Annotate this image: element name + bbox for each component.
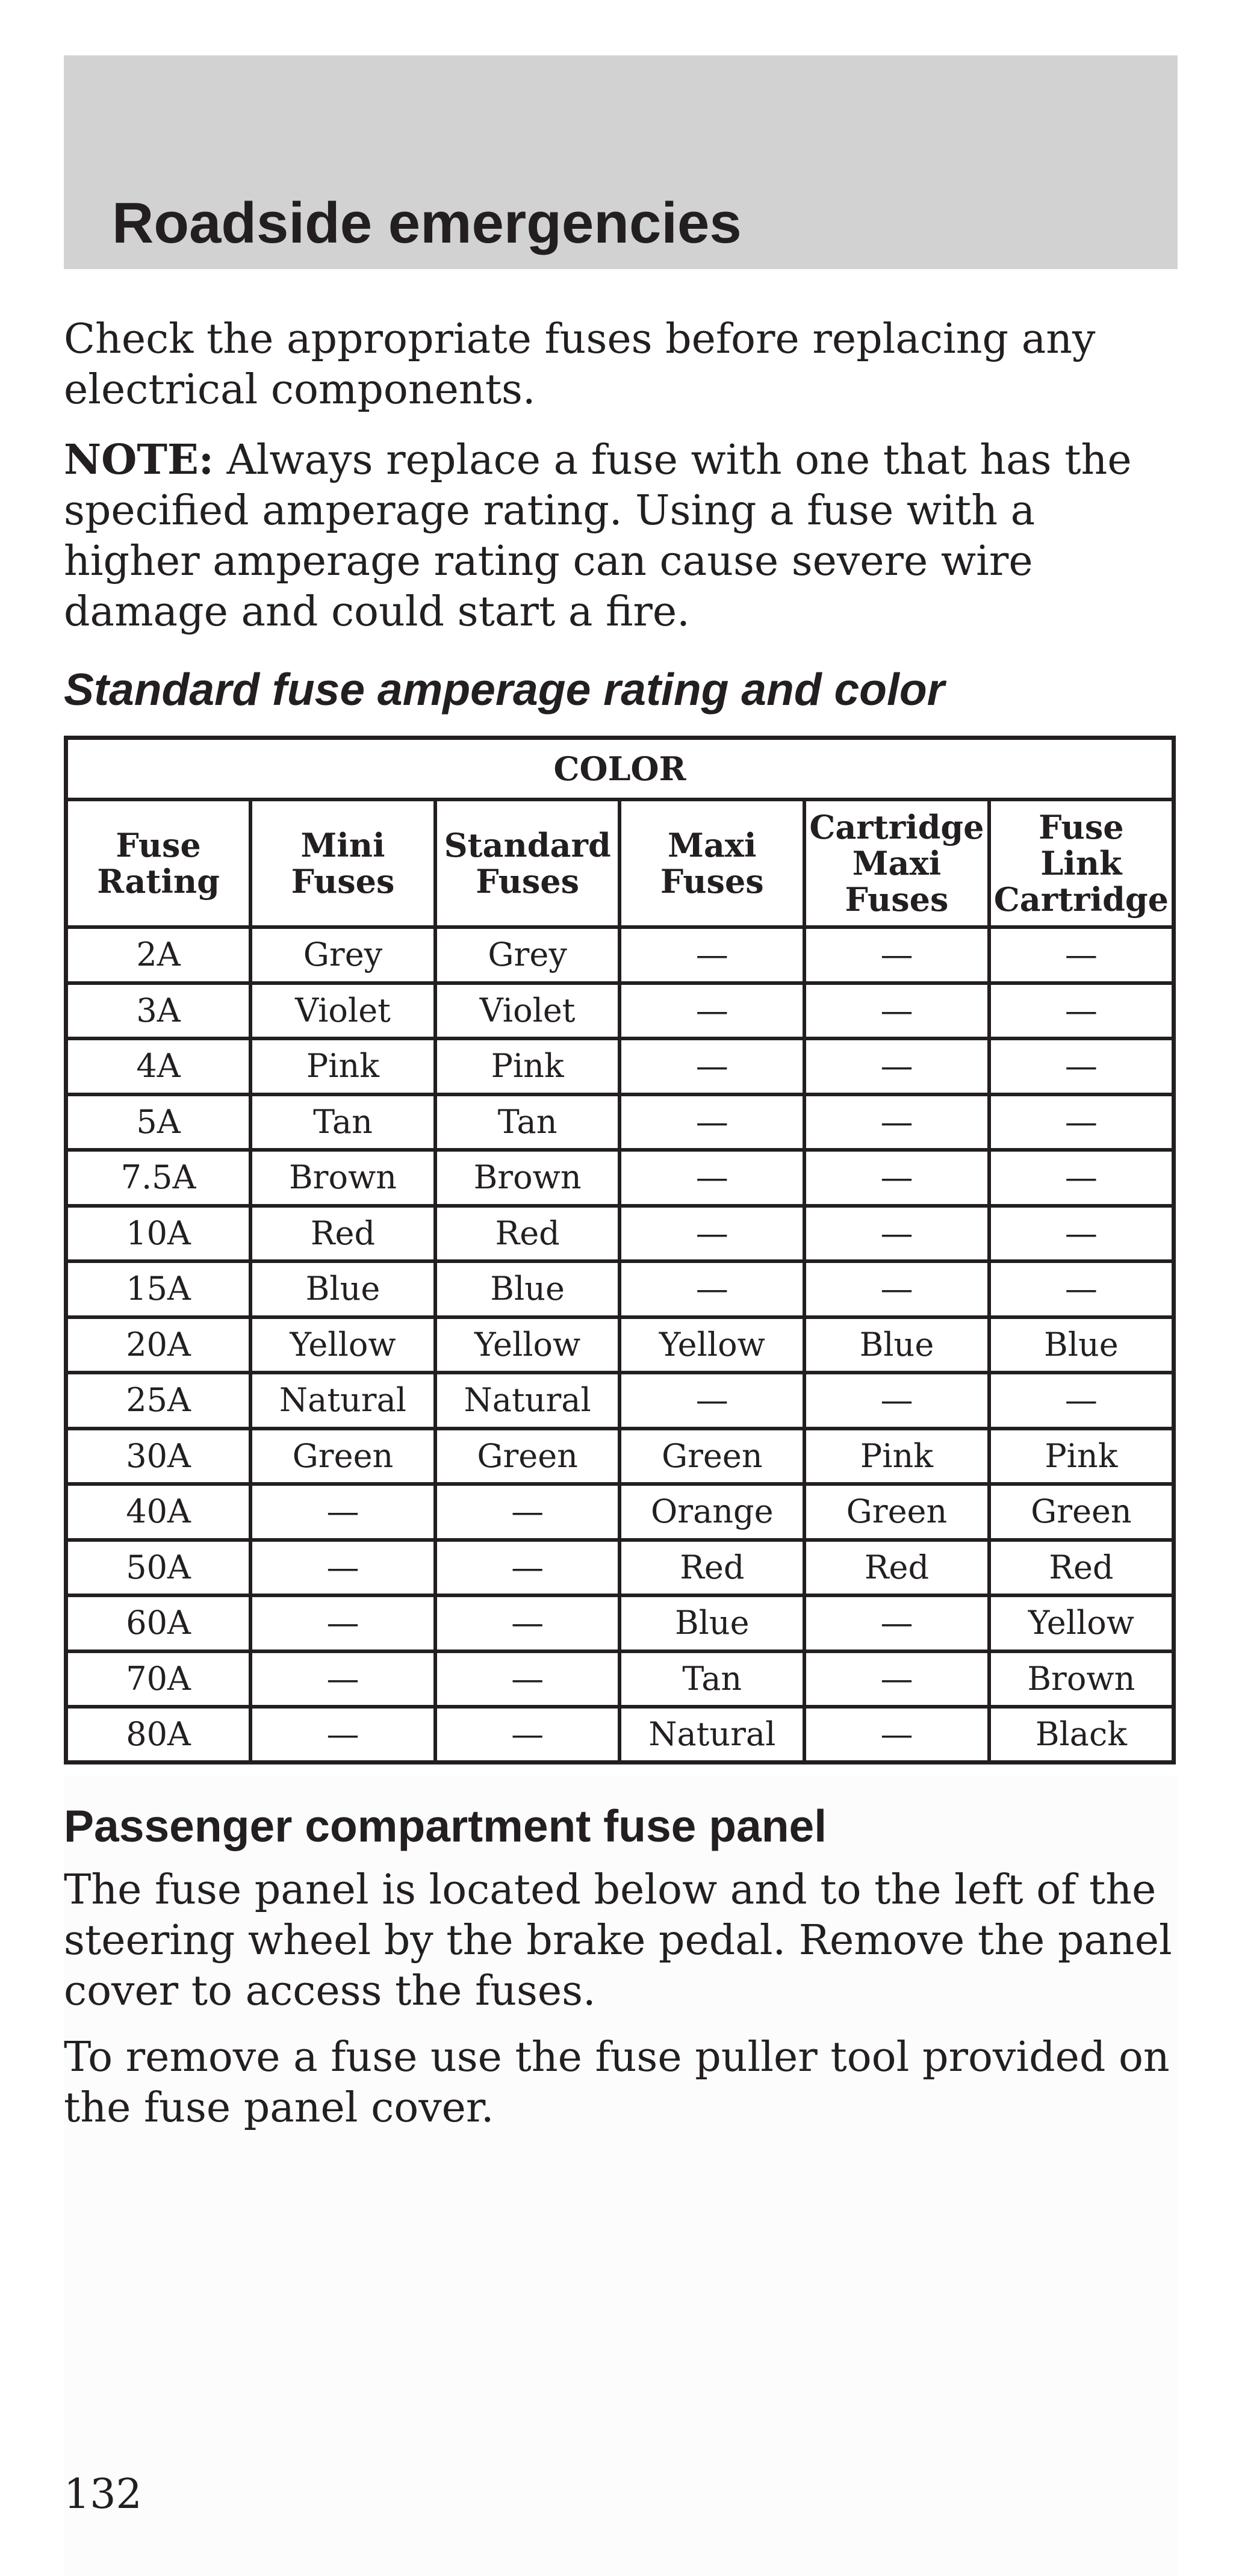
table-row (66, 1150, 1174, 1206)
table-cell-mini-fuses: Violet (250, 983, 435, 1039)
column-header-line: Cartridge (809, 808, 984, 846)
table-cell-fuse-link-cartridge: — (989, 1150, 1174, 1206)
table-cell-mini-fuses: — (250, 1651, 435, 1707)
table-cell-maxi-fuses: — (620, 1206, 804, 1262)
table-cell-standard-fuses: Pink (435, 1038, 620, 1094)
table-cell-fuse-link-cartridge: Pink (989, 1429, 1174, 1485)
column-header-line: Maxi (852, 844, 942, 883)
table-cell-fuse-link-cartridge: — (989, 1094, 1174, 1150)
table-cell-maxi-fuses: Natural (620, 1707, 804, 1763)
column-header-line: Fuse (1039, 808, 1124, 846)
column-header-fuse-rating (66, 799, 251, 927)
table-cell-fuse-link-cartridge: Red (989, 1540, 1174, 1596)
table-cell-maxi-fuses: — (620, 927, 804, 983)
table-cell-standard-fuses: — (435, 1484, 620, 1540)
table-row (66, 1261, 1174, 1317)
table-cell-fuse-link-cartridge: Brown (989, 1651, 1174, 1707)
table-cell-fuse-rating: 3A (66, 983, 251, 1039)
table-cell-fuse-rating: 20A (66, 1317, 251, 1373)
table-row (66, 1707, 1174, 1763)
table-cell-standard-fuses: Brown (435, 1150, 620, 1206)
table-cell-cartridge-maxi-fuses: Blue (804, 1317, 989, 1373)
table-cell-mini-fuses: Pink (250, 1038, 435, 1094)
column-header-line: Maxi (668, 826, 757, 864)
table-row (66, 927, 1174, 983)
table-cell-fuse-link-cartridge: — (989, 983, 1174, 1039)
table-cell-fuse-rating: 80A (66, 1707, 251, 1763)
table-cell-maxi-fuses: — (620, 1150, 804, 1206)
note-label: NOTE: (64, 436, 214, 484)
table-cell-cartridge-maxi-fuses: — (804, 1261, 989, 1317)
table-row (66, 1094, 1174, 1150)
table-cell-cartridge-maxi-fuses: Red (804, 1540, 989, 1596)
table-cell-maxi-fuses: — (620, 1261, 804, 1317)
table-cell-maxi-fuses: — (620, 983, 804, 1039)
table-row (66, 1317, 1174, 1373)
table-cell-cartridge-maxi-fuses: — (804, 983, 989, 1039)
column-header-mini-fuses (250, 799, 435, 927)
column-header-line: Fuses (845, 880, 949, 919)
passenger-panel-heading: Passenger compartment fuse panel (64, 1801, 827, 1851)
table-cell-standard-fuses: — (435, 1707, 620, 1763)
table-cell-maxi-fuses: Red (620, 1540, 804, 1596)
table-cell-cartridge-maxi-fuses: — (804, 1206, 989, 1262)
column-header-standard-fuses (435, 799, 620, 927)
color-group-header: COLOR (66, 738, 1174, 800)
table-cell-standard-fuses: Blue (435, 1261, 620, 1317)
column-header-line: Mini (300, 826, 385, 864)
table-cell-cartridge-maxi-fuses: — (804, 1094, 989, 1150)
table-cell-fuse-link-cartridge: — (989, 1261, 1174, 1317)
passenger-panel-paragraph-1: The fuse panel is located below and to the left of the steering wheel by the brake pedal. Remove the panel cover to access the fuses. (64, 1866, 1172, 2015)
table-cell-maxi-fuses: Yellow (620, 1317, 804, 1373)
table-cell-cartridge-maxi-fuses: — (804, 927, 989, 983)
column-header-line: Standard (444, 826, 611, 864)
table-cell-fuse-link-cartridge: — (989, 1373, 1174, 1429)
column-header-maxi-fuses (620, 799, 804, 927)
table-row (66, 1484, 1174, 1540)
column-header-line: Fuses (291, 862, 395, 901)
table-cell-standard-fuses: Yellow (435, 1317, 620, 1373)
table-cell-maxi-fuses: — (620, 1094, 804, 1150)
table-cell-maxi-fuses: — (620, 1038, 804, 1094)
page-title: Roadside emergencies (112, 191, 742, 255)
table-cell-cartridge-maxi-fuses: — (804, 1651, 989, 1707)
table-row (66, 1595, 1174, 1651)
column-header-cartridge-maxi-fuses (804, 799, 989, 927)
table-cell-cartridge-maxi-fuses: — (804, 1150, 989, 1206)
table-cell-standard-fuses: Natural (435, 1373, 620, 1429)
table-cell-fuse-rating: 2A (66, 927, 251, 983)
table-cell-mini-fuses: Natural (250, 1373, 435, 1429)
table-row (66, 1038, 1174, 1094)
table-cell-fuse-rating: 70A (66, 1651, 251, 1707)
table-cell-mini-fuses: Grey (250, 927, 435, 983)
table-cell-fuse-link-cartridge: Green (989, 1484, 1174, 1540)
table-cell-fuse-link-cartridge: Yellow (989, 1595, 1174, 1651)
table-row (66, 1540, 1174, 1596)
table-cell-mini-fuses: — (250, 1484, 435, 1540)
column-header-line: Fuses (660, 862, 764, 901)
table-cell-standard-fuses: Green (435, 1429, 620, 1485)
fuse-table-heading: Standard fuse amperage rating and color (64, 664, 945, 715)
table-cell-fuse-rating: 5A (66, 1094, 251, 1150)
table-cell-fuse-link-cartridge: — (989, 927, 1174, 983)
table-cell-standard-fuses: Red (435, 1206, 620, 1262)
note-text: Always replace a fuse with one that has the specified amperage rating. Using a fuse with a higher amperage rating can cause severe wire damage and could start a fire. (64, 436, 1132, 636)
table-cell-maxi-fuses: Orange (620, 1484, 804, 1540)
table-cell-maxi-fuses: Green (620, 1429, 804, 1485)
table-cell-standard-fuses: Tan (435, 1094, 620, 1150)
table-cell-fuse-link-cartridge: — (989, 1206, 1174, 1262)
table-cell-fuse-rating: 60A (66, 1595, 251, 1651)
table-cell-fuse-link-cartridge: Black (989, 1707, 1174, 1763)
table-cell-standard-fuses: — (435, 1540, 620, 1596)
table-cell-standard-fuses: — (435, 1651, 620, 1707)
table-cell-mini-fuses: — (250, 1707, 435, 1763)
table-cell-fuse-link-cartridge: — (989, 1038, 1174, 1094)
table-cell-fuse-rating: 7.5A (66, 1150, 251, 1206)
page-number: 132 (64, 2471, 142, 2518)
table-cell-fuse-link-cartridge: Blue (989, 1317, 1174, 1373)
table-body (66, 927, 1174, 1763)
table-cell-fuse-rating: 30A (66, 1429, 251, 1485)
note-paragraph (64, 435, 1184, 638)
column-header-line: Cartridge (993, 880, 1169, 919)
table-column-header-row (66, 799, 1174, 927)
table-cell-cartridge-maxi-fuses: Green (804, 1484, 989, 1540)
table-cell-fuse-rating: 15A (66, 1261, 251, 1317)
column-header-line: Fuses (476, 862, 580, 901)
table-cell-cartridge-maxi-fuses: — (804, 1038, 989, 1094)
fuse-color-table (64, 736, 1176, 1764)
table-cell-standard-fuses: Grey (435, 927, 620, 983)
table-cell-mini-fuses: Yellow (250, 1317, 435, 1373)
table-cell-mini-fuses: Green (250, 1429, 435, 1485)
table-cell-fuse-rating: 25A (66, 1373, 251, 1429)
table-cell-cartridge-maxi-fuses: Pink (804, 1429, 989, 1485)
table-cell-cartridge-maxi-fuses: — (804, 1707, 989, 1763)
section-header-band (64, 55, 1178, 269)
table-cell-mini-fuses: Blue (250, 1261, 435, 1317)
table-cell-standard-fuses: Violet (435, 983, 620, 1039)
table-cell-cartridge-maxi-fuses: — (804, 1373, 989, 1429)
table-cell-maxi-fuses: Tan (620, 1651, 804, 1707)
table-cell-fuse-rating: 4A (66, 1038, 251, 1094)
table-cell-mini-fuses: Brown (250, 1150, 435, 1206)
table-row (66, 1651, 1174, 1707)
table-row (66, 1429, 1174, 1485)
table-cell-mini-fuses: — (250, 1595, 435, 1651)
table-cell-maxi-fuses: Blue (620, 1595, 804, 1651)
table-cell-mini-fuses: — (250, 1540, 435, 1596)
table-row (66, 1206, 1174, 1262)
table-cell-standard-fuses: — (435, 1595, 620, 1651)
column-header-line: Rating (97, 862, 220, 901)
table-cell-fuse-rating: 40A (66, 1484, 251, 1540)
table-row (66, 983, 1174, 1039)
table-cell-maxi-fuses: — (620, 1373, 804, 1429)
table-cell-mini-fuses: Tan (250, 1094, 435, 1150)
column-header-line: Fuse (116, 826, 201, 864)
table-cell-fuse-rating: 50A (66, 1540, 251, 1596)
table-cell-mini-fuses: Red (250, 1206, 435, 1262)
table-cell-cartridge-maxi-fuses: — (804, 1595, 989, 1651)
table-cell-fuse-rating: 10A (66, 1206, 251, 1262)
table-row (66, 1373, 1174, 1429)
intro-paragraph: Check the appropriate fuses before replacing any electrical components. (64, 315, 1096, 414)
column-header-fuse-link-cartridge (989, 799, 1174, 927)
passenger-panel-paragraph-2: To remove a fuse use the fuse puller tool provided on the fuse panel cover. (64, 2034, 1170, 2132)
column-header-line: Link (1040, 844, 1122, 883)
table-group-header-row (66, 738, 1174, 800)
